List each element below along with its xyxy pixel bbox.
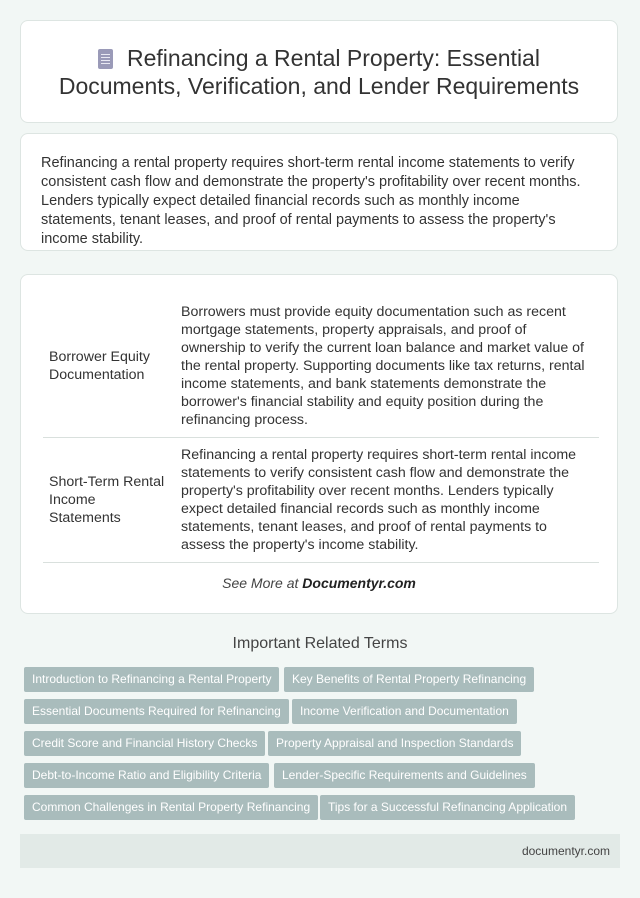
row-description: Refinancing a rental property requires short-term rental income statements to verify consistent cash flow and demonstrate the property's profitability over recent months. Lenders typically expect detailed financial records such as monthly income statements, tenant leases, and proof of rental payments to assess the property's income stability. — [177, 438, 599, 563]
related-term-tag[interactable]: Common Challenges in Rental Property Refinancing — [24, 795, 318, 820]
related-term-tag[interactable]: Tips for a Successful Refinancing Application — [320, 795, 575, 820]
details-table — [43, 295, 599, 563]
related-term-tag[interactable]: Credit Score and Financial History Checks — [24, 731, 265, 756]
summary-card — [20, 133, 618, 251]
page-title-text: Refinancing a Rental Property: Essential Documents, Verification, and Lender Requirements — [58, 44, 580, 99]
row-label: Borrower Equity Documentation — [43, 295, 177, 438]
related-term-tag[interactable]: Essential Documents Required for Refinancing — [24, 699, 289, 724]
see-more-site[interactable]: Documentyr.com — [302, 575, 416, 591]
page-title — [21, 44, 617, 100]
document-icon — [98, 49, 113, 69]
see-more-link[interactable] — [21, 575, 617, 591]
footer-site-link[interactable]: documentyr.com — [521, 844, 610, 858]
related-term-tag[interactable]: Lender-Specific Requirements and Guidelines — [274, 763, 535, 788]
row-description: Borrowers must provide equity documentation such as recent mortgage statements, property appraisals, and proof of ownership to verify the current loan balance and market value of the rental property. Supporting documents like tax returns, rental income statements, and bank statements demonstrate the borrower's financial stability and equity position during the refinancing process. — [177, 295, 599, 438]
footer — [20, 834, 620, 868]
related-term-tag[interactable]: Property Appraisal and Inspection Standards — [268, 731, 521, 756]
related-term-tag[interactable]: Income Verification and Documentation — [292, 699, 517, 724]
table-row — [43, 295, 599, 438]
related-term-tag[interactable]: Debt-to-Income Ratio and Eligibility Criteria — [24, 763, 269, 788]
table-row — [43, 438, 599, 563]
see-more-prefix: See More at — [222, 575, 299, 591]
details-card — [20, 274, 618, 614]
summary-text: Refinancing a rental property requires short-term rental income statements to verify consistent cash flow and demonstrate the property's profitability over recent months. Lenders typically expect detailed financial records such as monthly income statements, tenant leases, and proof of rental payments to assess the property's income stability. — [41, 155, 581, 247]
related-term-tag[interactable]: Introduction to Refinancing a Rental Property — [24, 667, 279, 692]
row-label: Short-Term Rental Income Statements — [43, 438, 177, 563]
related-term-tag[interactable]: Key Benefits of Rental Property Refinancing — [284, 667, 534, 692]
related-terms-title: Important Related Terms — [232, 635, 408, 652]
title-card — [20, 20, 618, 123]
